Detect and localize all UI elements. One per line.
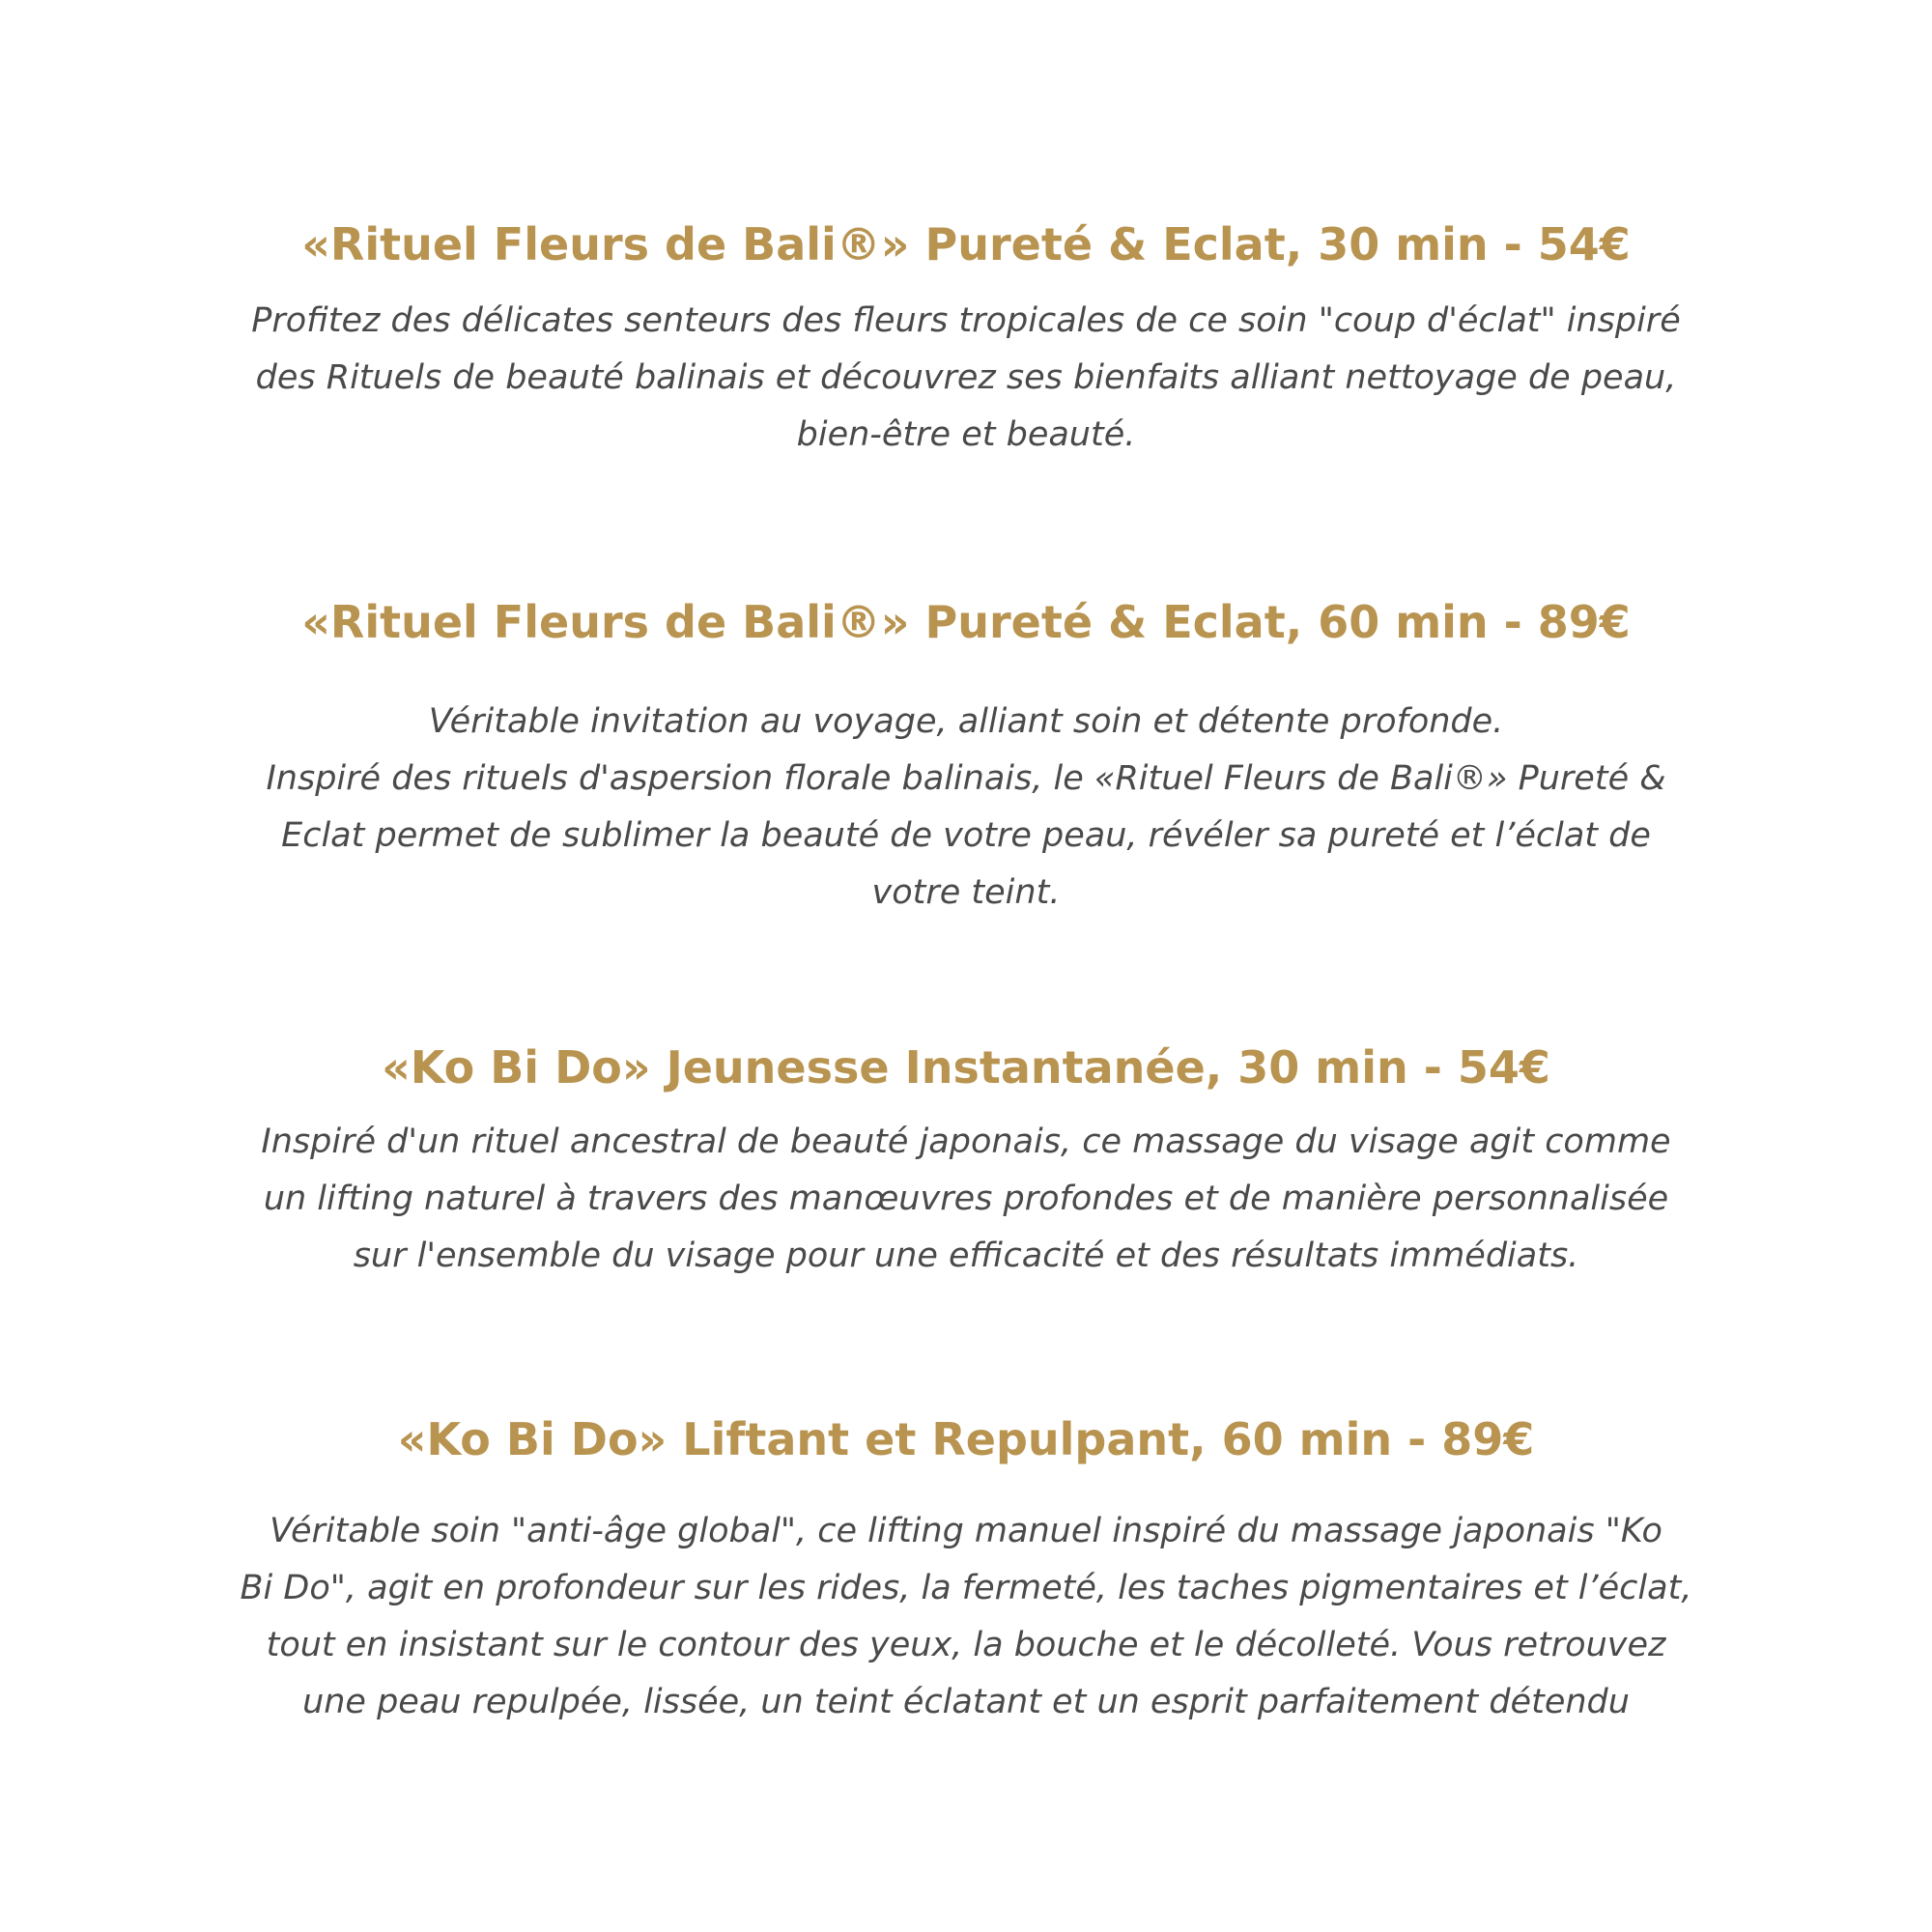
description-line: bien-être et beauté.	[796, 415, 1136, 454]
treatment-title: «Ko Bi Do» Jeunesse Instantanée, 30 min - 54€	[382, 1041, 1550, 1094]
treatment-title: «Rituel Fleurs de Bali®» Pureté & Eclat, 30 min - 54€	[301, 218, 1631, 270]
description-line: Eclat permet de sublimer la beauté de votre peau, révéler sa pureté et l’éclat de	[281, 816, 1651, 855]
description-line: Véritable soin "anti-âge global", ce lifting manuel inspiré du massage japonais "Ko	[270, 1512, 1662, 1550]
description-line: un lifting naturel à travers des manœuvres profondes et de manière personnalisée	[263, 1179, 1669, 1218]
treatment-description	[193, 694, 1739, 922]
description-line: sur l'ensemble du visage pour une efficacité et des résultats immédiats.	[353, 1236, 1579, 1275]
treatment-title: «Rituel Fleurs de Bali®» Pureté & Eclat, 60 min - 89€	[301, 596, 1631, 648]
treatment-section-fleurs-bali-30	[193, 215, 1739, 464]
description-line: Profitez des délicates senteurs des fleurs tropicales de ce soin "coup d'éclat" inspiré	[251, 301, 1681, 340]
description-line: Véritable invitation au voyage, alliant soin et détente profonde.	[428, 702, 1504, 741]
treatment-title: «Ko Bi Do» Liftant et Repulpant, 60 min - 89€	[397, 1413, 1535, 1465]
description-line: une peau repulpée, lissée, un teint éclatant et un esprit parfaitement détendu	[302, 1683, 1630, 1721]
treatment-section-fleurs-bali-60	[193, 593, 1739, 922]
description-line: Inspiré des rituels d'aspersion florale balinais, le «Rituel Fleurs de Bali®» Pureté &	[266, 759, 1666, 798]
description-line: Bi Do", agit en profondeur sur les rides, la fermeté, les taches pigmentaires et l’éclat,	[240, 1569, 1692, 1607]
treatment-section-kobido-60	[193, 1410, 1739, 1731]
description-line: des Rituels de beauté balinais et découvrez ses bienfaits alliant nettoyage de peau,	[255, 358, 1677, 397]
treatment-section-kobido-30	[193, 1038, 1739, 1285]
description-line: votre teint.	[871, 873, 1061, 912]
treatment-description	[193, 1503, 1739, 1731]
description-line: Inspiré d'un rituel ancestral de beauté japonais, ce massage du visage agit comme	[261, 1122, 1671, 1161]
treatment-description	[193, 293, 1739, 464]
description-line: tout en insistant sur le contour des yeux, la bouche et le décolleté. Vous retrouvez	[266, 1626, 1666, 1664]
treatment-description	[193, 1114, 1739, 1285]
